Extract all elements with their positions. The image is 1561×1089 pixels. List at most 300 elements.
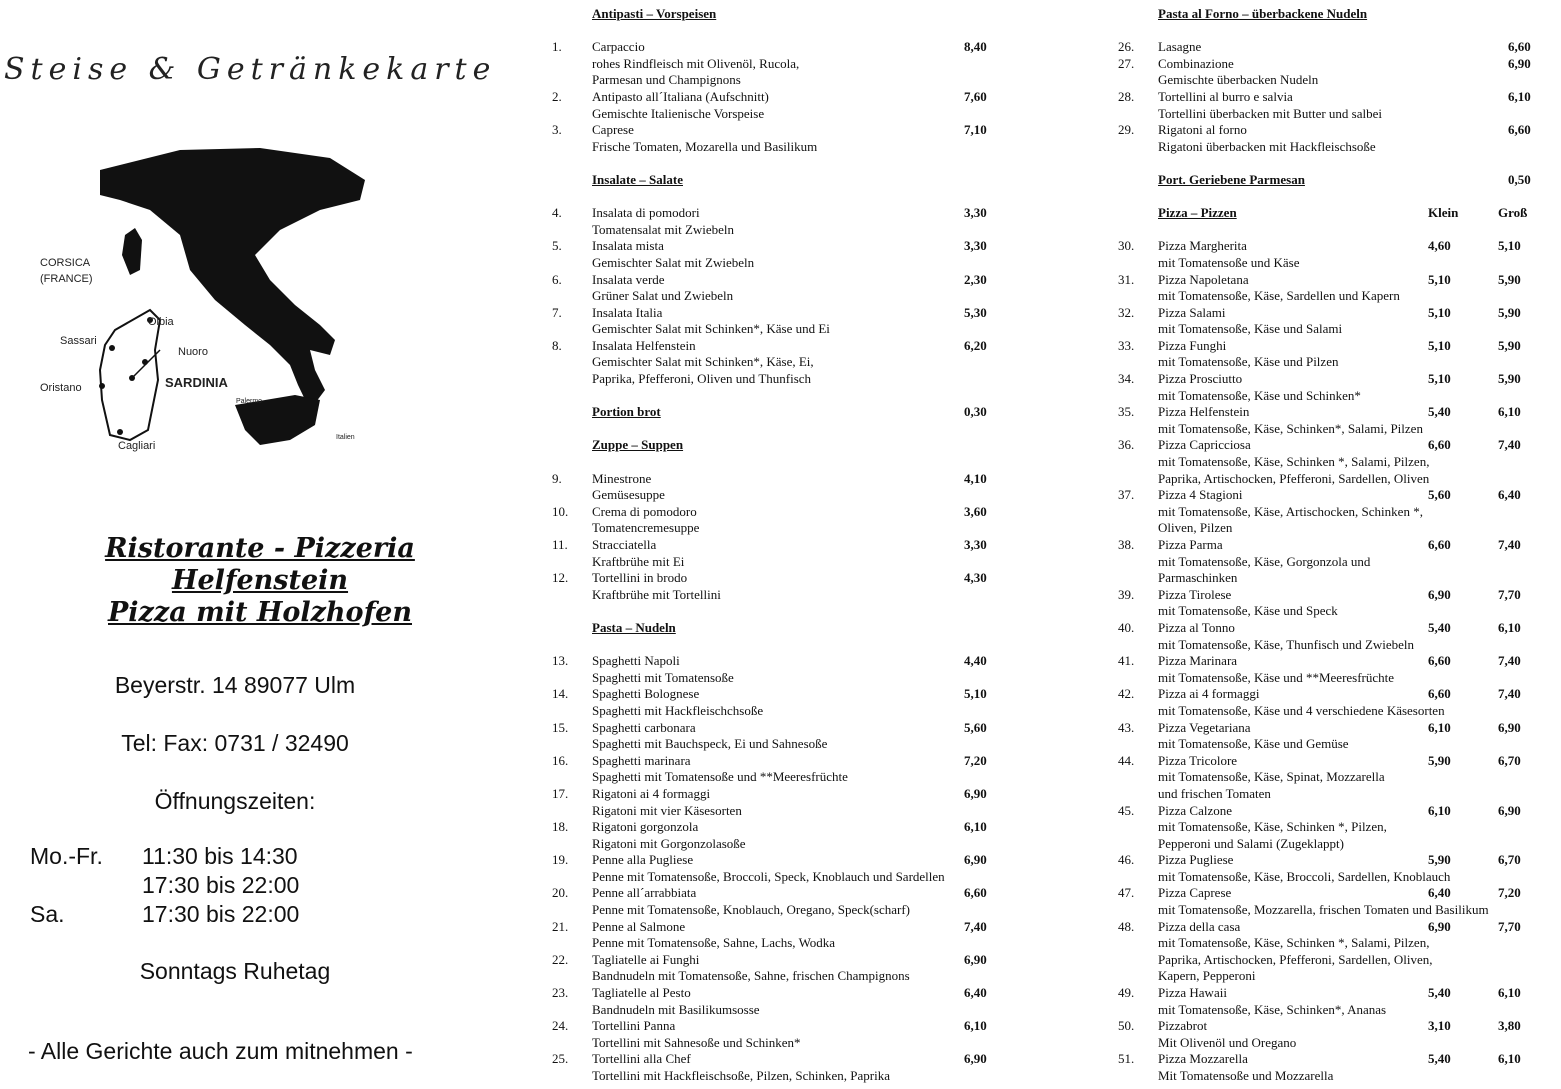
menu-item <box>1118 537 1558 587</box>
menu-item <box>1118 985 1558 1018</box>
price-large: 7,70 <box>1498 918 1521 934</box>
menu-item <box>1118 1051 1558 1084</box>
map-label-cagliari: Cagliari <box>118 440 156 452</box>
item-name: Pizza ai 4 formaggi <box>1158 686 1260 702</box>
item-number: 15. <box>552 719 569 735</box>
item-name: Pizza Funghi <box>1158 337 1227 353</box>
menu-item <box>1118 686 1558 719</box>
menu-item <box>1118 1018 1558 1051</box>
menu-item-row <box>1118 238 1558 255</box>
menu-item <box>1118 56 1558 89</box>
price-small: 5,90 <box>1428 852 1451 868</box>
menu-item-row <box>1118 1018 1558 1035</box>
menu-item <box>552 238 1012 271</box>
item-description: Penne mit Tomatensoße, Broccoli, Speck, Knoblauch und Sardellen <box>592 868 945 884</box>
section-heading-row <box>1118 172 1558 189</box>
item-name: Lasagne <box>1158 39 1202 55</box>
item-description: Pepperoni und Salami (Zugeklappt) <box>1158 835 1344 851</box>
item-number: 40. <box>1118 619 1135 635</box>
item-number: 38. <box>1118 537 1135 552</box>
hours-day <box>30 871 142 900</box>
item-name: Insalata Italia <box>592 304 663 320</box>
menu-item-row <box>552 305 1012 322</box>
item-number: 47. <box>1118 885 1135 901</box>
item-description: mit Tomatensoße, Käse, Sardellen und Kapern <box>1158 288 1400 304</box>
item-description: Gemischter Salat mit Zwiebeln <box>592 254 755 270</box>
item-number: 2. <box>552 88 562 104</box>
phone-fax: Tel: Fax: 0731 / 32490 <box>121 730 349 756</box>
sardinia-outline <box>100 310 160 440</box>
menu-item-row <box>552 720 1012 737</box>
column-header-small: Klein <box>1428 205 1459 221</box>
item-number: 22. <box>552 951 569 967</box>
item-price: 2,30 <box>964 271 987 287</box>
item-description: mit Tomatensoße, Käse, Artischocken, Schinken *, <box>1158 503 1423 519</box>
price-large: 6,10 <box>1498 619 1521 635</box>
item-description: Rigatoni mit Gorgonzolasoße <box>592 835 746 851</box>
price-large: 5,90 <box>1498 337 1521 353</box>
menu-item-row <box>552 122 1012 139</box>
item-number: 16. <box>552 752 569 768</box>
item-number: 42. <box>1118 686 1135 702</box>
item-name: Rigatoni ai 4 formaggi <box>592 785 711 801</box>
item-name: Penne alla Pugliese <box>592 852 694 868</box>
menu-item <box>1118 852 1558 885</box>
item-name: Pizza al Tonno <box>1158 619 1235 635</box>
price-small: 5,10 <box>1428 271 1451 287</box>
item-price: 3,30 <box>964 537 987 552</box>
item-description: Tortellini überbacken mit Butter und salbei <box>1158 105 1383 121</box>
price-small: 5,40 <box>1428 1051 1451 1067</box>
italy-map <box>30 140 390 470</box>
hours-title: Öffnungszeiten: <box>154 788 316 814</box>
item-price: 3,30 <box>964 205 987 221</box>
map-label-oristano: Oristano <box>40 382 82 394</box>
price-large: 6,90 <box>1498 719 1521 735</box>
price-small: 6,90 <box>1428 918 1451 934</box>
hours-time: 17:30 bis 22:00 <box>142 872 300 898</box>
menu-item <box>552 753 1012 786</box>
item-description: Spaghetti mit Tomatensoße <box>592 669 734 685</box>
menu-item-row <box>1118 371 1558 388</box>
item-description: Mit Tomatensoße und Mozzarella <box>1158 1068 1334 1083</box>
menu-item-row <box>552 338 1012 355</box>
item-name: Pizza Tricolore <box>1158 752 1238 768</box>
menu-item-row <box>1118 56 1558 73</box>
item-description: Kapern, Pepperoni <box>1158 968 1256 984</box>
price-large: 7,40 <box>1498 537 1521 552</box>
item-name: Tortellini Panna <box>592 1018 676 1034</box>
item-name: Tortellini alla Chef <box>592 1051 691 1067</box>
menu-item-row <box>1118 720 1558 737</box>
item-number: 7. <box>552 304 562 320</box>
item-price: 7,20 <box>964 752 987 768</box>
menu-item <box>1118 338 1558 371</box>
item-name: Insalata di pomodori <box>592 205 700 221</box>
title-line-1: Ristorante - Pizzeria <box>105 533 415 564</box>
item-description: Mit Olivenöl und Oregano <box>1158 1034 1297 1050</box>
item-description: mit Tomatensoße, Käse und Salami <box>1158 321 1343 337</box>
item-number: 23. <box>552 985 569 1001</box>
item-number: 27. <box>1118 55 1135 71</box>
item-price: 3,60 <box>964 503 987 519</box>
menu-item-row <box>552 885 1012 902</box>
menu-item <box>552 305 1012 338</box>
spacer <box>1118 222 1558 239</box>
menu-item-row <box>552 819 1012 836</box>
item-name: Tagliatelle al Pesto <box>592 985 691 1001</box>
item-price: 6,20 <box>964 337 987 353</box>
price-small: 6,10 <box>1428 802 1451 818</box>
spacer <box>1118 155 1558 172</box>
menu-item <box>552 272 1012 305</box>
item-description: rohes Rindfleisch mit Olivenöl, Rucola, <box>592 55 800 71</box>
item-number: 35. <box>1118 404 1135 420</box>
price-large: 7,70 <box>1498 586 1521 602</box>
menu-column-right <box>1118 6 1558 1085</box>
price-large: 6,90 <box>1498 802 1521 818</box>
item-price: 6,10 <box>1508 88 1531 104</box>
menu-item <box>552 653 1012 686</box>
item-name: Spaghetti carbonara <box>592 719 696 735</box>
price-small: 5,90 <box>1428 752 1451 768</box>
menu-item-row <box>552 952 1012 969</box>
item-name: Minestrone <box>592 470 652 486</box>
price-small: 6,60 <box>1428 686 1451 702</box>
menu-item-row <box>1118 852 1558 869</box>
closed-day: Sonntags Ruhetag <box>139 958 331 984</box>
item-number: 13. <box>552 653 569 669</box>
hours-time: 17:30 bis 22:00 <box>142 901 300 927</box>
menu-item <box>552 1051 1012 1084</box>
menu-item-row <box>1118 653 1558 670</box>
section-heading-row <box>1118 6 1558 23</box>
menu-item-row <box>1118 272 1558 289</box>
spacer <box>552 603 1012 620</box>
item-name: Penne all´arrabbiata <box>592 885 697 901</box>
item-description: mit Tomatensoße, Käse, Broccoli, Sardellen, Knoblauch <box>1158 868 1451 884</box>
menu-item <box>1118 653 1558 686</box>
price-large: 6,10 <box>1498 1051 1521 1067</box>
item-description: Gemischte Italienische Vorspeise <box>592 105 765 121</box>
item-description: mit Tomatensoße, Käse, Gorgonzola und <box>1158 553 1371 569</box>
spacer <box>552 421 1012 438</box>
item-description: mit Tomatensoße, Käse, Thunfisch und Zwiebeln <box>1158 636 1415 652</box>
menu-item <box>552 686 1012 719</box>
menu-item <box>552 919 1012 952</box>
menu-column-middle <box>552 6 1012 1085</box>
item-description: und frischen Tomaten <box>1158 785 1271 801</box>
item-number: 44. <box>1118 752 1135 768</box>
map-label-france: (FRANCE) <box>40 273 93 285</box>
menu-item <box>552 720 1012 753</box>
item-name: Pizza Pugliese <box>1158 852 1234 868</box>
item-number: 36. <box>1118 437 1135 453</box>
section-heading: Port. Geriebene Parmesan <box>1158 171 1305 187</box>
item-description: mit Tomatensoße, Käse, Spinat, Mozzarella <box>1158 769 1385 785</box>
item-number: 48. <box>1118 918 1135 934</box>
section-heading: Pizza – Pizzen <box>1158 205 1237 221</box>
item-number: 32. <box>1118 304 1135 320</box>
item-description: mit Tomatensoße, Käse, Schinken *, Pilzen, <box>1158 819 1387 835</box>
item-description: Tortellini mit Sahnesoße und Schinken* <box>592 1034 801 1050</box>
item-number: 39. <box>1118 586 1135 602</box>
menu-item-row <box>1118 587 1558 604</box>
menu-item-row <box>1118 487 1558 504</box>
address: Beyerstr. 14 89077 Ulm <box>114 672 356 698</box>
item-description: Grüner Salat und Zwiebeln <box>592 288 734 304</box>
price-large: 6,70 <box>1498 852 1521 868</box>
price-large: 7,40 <box>1498 686 1521 702</box>
takeaway-note: - Alle Gerichte auch zum mitnehmen - <box>28 1038 413 1064</box>
price-small: 6,90 <box>1428 586 1451 602</box>
item-price: 6,90 <box>964 1051 987 1067</box>
item-number: 46. <box>1118 852 1135 868</box>
title-line-3: Pizza mit Holzhofen <box>108 597 412 628</box>
item-description: Tomatensalat mit Zwiebeln <box>592 221 735 237</box>
menu-item-row <box>1118 1051 1558 1068</box>
price-small: 6,40 <box>1428 885 1451 901</box>
price-large: 5,90 <box>1498 304 1521 320</box>
item-name: Spaghetti marinara <box>592 752 691 768</box>
price-large: 7,20 <box>1498 885 1521 901</box>
item-name: Pizza Helfenstein <box>1158 404 1250 420</box>
item-number: 45. <box>1118 802 1135 818</box>
map-label-italien: Italien <box>336 434 355 441</box>
menu-item-row <box>552 786 1012 803</box>
section-heading-row <box>552 437 1012 454</box>
item-price: 5,10 <box>964 686 987 702</box>
menu-item <box>552 338 1012 388</box>
menu-item-row <box>552 1018 1012 1035</box>
price-small: 6,60 <box>1428 537 1451 552</box>
price-large: 6,10 <box>1498 985 1521 1001</box>
item-name: Pizza Tirolese <box>1158 586 1232 602</box>
spacer <box>552 155 1012 172</box>
price-small: 5,10 <box>1428 371 1451 387</box>
hours-time: 11:30 bis 14:30 <box>142 843 298 869</box>
item-name: Stracciatella <box>592 537 657 552</box>
price-large: 3,80 <box>1498 1018 1521 1034</box>
item-number: 9. <box>552 470 562 486</box>
item-name: Combinazione <box>1158 55 1234 71</box>
item-number: 12. <box>552 570 569 586</box>
item-description: mit Tomatensoße, Käse und Gemüse <box>1158 736 1349 752</box>
item-description: Rigatoni mit vier Käsesorten <box>592 802 742 818</box>
item-description: Penne mit Tomatensoße, Knoblauch, Oregano, Speck(scharf) <box>592 902 910 918</box>
item-description: Gemischter Salat mit Schinken*, Käse und Ei <box>592 321 830 337</box>
price-small: 5,10 <box>1428 304 1451 320</box>
item-price: 4,30 <box>964 570 987 586</box>
menu-item <box>1118 39 1558 56</box>
item-name: Crema di pomodoro <box>592 503 697 519</box>
menu-item-row <box>552 471 1012 488</box>
item-description: mit Tomatensoße, Käse, Schinken*, Salami, Pilzen <box>1158 420 1423 436</box>
item-number: 4. <box>552 205 562 221</box>
hours-row <box>30 871 299 900</box>
item-description: Paprika, Artischocken, Pfefferoni, Sardellen, Oliven, <box>1158 951 1433 967</box>
section-heading: Portion brot <box>592 404 661 420</box>
section-heading: Pasta – Nudeln <box>592 619 676 635</box>
menu-item <box>552 89 1012 122</box>
item-price: 6,90 <box>964 852 987 868</box>
menu-item <box>1118 404 1558 437</box>
item-number: 26. <box>1118 39 1135 55</box>
item-number: 17. <box>552 785 569 801</box>
menu-item <box>552 122 1012 155</box>
price-small: 6,60 <box>1428 437 1451 453</box>
item-name: Spaghetti Napoli <box>592 653 680 669</box>
item-description: Gemüsesuppe <box>592 487 665 503</box>
item-name: Pizzabrot <box>1158 1018 1208 1034</box>
item-price: 7,40 <box>964 918 987 934</box>
menu-item-row <box>552 753 1012 770</box>
menu-item <box>1118 919 1558 985</box>
item-price: 6,90 <box>964 951 987 967</box>
item-price: 7,60 <box>964 88 987 104</box>
item-description: Tomatencremesuppe <box>592 520 700 536</box>
item-description: mit Tomatensoße, Käse und **Meeresfrüchte <box>1158 669 1395 685</box>
item-price: 5,30 <box>964 304 987 320</box>
price-large: 5,90 <box>1498 271 1521 287</box>
sassari-marker <box>109 345 115 351</box>
item-number: 11. <box>552 537 568 552</box>
menu-item <box>1118 371 1558 404</box>
item-name: Penne al Salmone <box>592 918 686 934</box>
item-price: 4,10 <box>964 470 987 486</box>
item-price: 7,10 <box>964 122 987 138</box>
price-large: 7,40 <box>1498 437 1521 453</box>
item-name: Carpaccio <box>592 39 645 55</box>
item-number: 30. <box>1118 238 1135 254</box>
menu-item <box>1118 89 1558 122</box>
section-heading-row <box>552 404 1012 421</box>
menu-item <box>1118 238 1558 271</box>
item-description: mit Tomatensoße und Käse <box>1158 254 1300 270</box>
menu-item <box>552 537 1012 570</box>
item-description: Frische Tomaten, Mozarella und Basilikum <box>592 138 818 154</box>
oristano-marker <box>99 383 105 389</box>
map-label-palermo: Palermo <box>236 398 263 405</box>
item-number: 50. <box>1118 1018 1135 1034</box>
item-price: 3,30 <box>964 238 987 254</box>
menu-item <box>552 819 1012 852</box>
item-name: Tortellini al burro e salvia <box>1158 88 1293 104</box>
item-number: 34. <box>1118 371 1135 387</box>
spacer <box>1118 23 1558 40</box>
item-description: Parmaschinken <box>1158 570 1238 586</box>
item-name: Tagliatelle ai Funghi <box>592 951 700 967</box>
item-price: 6,40 <box>964 985 987 1001</box>
menu-item-row <box>1118 404 1558 421</box>
menu-item-row <box>552 686 1012 703</box>
menu-item-row <box>1118 686 1558 703</box>
item-number: 14. <box>552 686 569 702</box>
item-name: Rigatoni gorgonzola <box>592 819 699 835</box>
menu-item-row <box>552 238 1012 255</box>
menu-item-row <box>552 537 1012 554</box>
item-number: 10. <box>552 503 569 519</box>
menu-item-row <box>552 852 1012 869</box>
item-number: 20. <box>552 885 569 901</box>
item-name: Antipasto all´Italiana (Aufschnitt) <box>592 88 769 104</box>
item-number: 18. <box>552 819 569 835</box>
menu-item-row <box>552 89 1012 106</box>
map-label-olbia: Olbia <box>148 316 174 328</box>
item-number: 37. <box>1118 487 1135 503</box>
item-name: Pizza Margherita <box>1158 238 1247 254</box>
spacer <box>552 454 1012 471</box>
item-description: Spaghetti mit Tomatensoße und **Meeresfrüchte <box>592 769 848 785</box>
opening-hours <box>30 842 299 929</box>
item-description: Bandnudeln mit Basilikumsosse <box>592 1001 760 1017</box>
item-price: 6,10 <box>964 1018 987 1034</box>
restaurant-info-panel <box>0 0 520 1089</box>
price-small: 5,40 <box>1428 404 1451 420</box>
price-large: 7,40 <box>1498 653 1521 669</box>
column-header-large: Groß <box>1498 205 1528 221</box>
map-label-sassari: Sassari <box>60 335 97 347</box>
item-description: Bandnudeln mit Tomatensoße, Sahne, frischen Champignons <box>592 968 910 984</box>
item-name: Insalata verde <box>592 271 665 287</box>
item-price: 4,40 <box>964 653 987 669</box>
hours-row <box>30 842 299 871</box>
price-small: 6,60 <box>1428 653 1451 669</box>
item-name: Pizza della casa <box>1158 918 1241 934</box>
section-price: 0,30 <box>964 404 987 420</box>
menu-item <box>552 504 1012 537</box>
item-number: 21. <box>552 918 569 934</box>
item-description: Paprika, Pfefferoni, Oliven und Thunfisch <box>592 371 812 387</box>
menu-item <box>552 471 1012 504</box>
price-large: 6,40 <box>1498 487 1521 503</box>
item-number: 43. <box>1118 719 1135 735</box>
menu-item-row <box>1118 985 1558 1002</box>
item-name: Rigatoni al forno <box>1158 122 1247 138</box>
menu-item-row <box>552 504 1012 521</box>
item-description: Kraftbrühe mit Tortellini <box>592 586 721 602</box>
item-description: mit Tomatensoße, Käse und 4 verschiedene Käsesorten <box>1158 702 1445 718</box>
item-name: Pizza Parma <box>1158 537 1223 552</box>
menu-item <box>552 570 1012 603</box>
item-description: Penne mit Tomatensoße, Sahne, Lachs, Wodka <box>592 935 836 951</box>
item-description: Rigatoni überbacken mit Hackfleischsoße <box>1158 138 1376 154</box>
item-description: Spaghetti mit Bauchspeck, Ei und Sahnesoße <box>592 736 828 752</box>
item-name: Pizza Vegetariana <box>1158 719 1251 735</box>
menu-item <box>1118 437 1558 487</box>
menu-item <box>1118 305 1558 338</box>
item-price: 5,60 <box>964 719 987 735</box>
menu-item-row <box>552 570 1012 587</box>
menu-item-row <box>1118 803 1558 820</box>
menu-item <box>552 952 1012 985</box>
menu-item-row <box>1118 122 1558 139</box>
item-description: Kraftbrühe mit Ei <box>592 553 685 569</box>
item-description: Oliven, Pilzen <box>1158 520 1233 536</box>
menu-item <box>552 786 1012 819</box>
item-description: Gemischte überbacken Nudeln <box>1158 72 1319 88</box>
item-description: mit Tomatensoße, Mozzarella, frischen Tomaten und Basilikum <box>1158 902 1489 918</box>
item-description: Spaghetti mit Hackfleischchsoße <box>592 702 764 718</box>
item-number: 25. <box>552 1051 569 1067</box>
menu-item <box>1118 620 1558 653</box>
menu-item-row <box>1118 537 1558 554</box>
price-small: 4,60 <box>1428 238 1451 254</box>
menu-item <box>1118 122 1558 155</box>
item-number: 8. <box>552 337 562 353</box>
menu-item <box>1118 272 1558 305</box>
section-heading-row <box>552 172 1012 189</box>
